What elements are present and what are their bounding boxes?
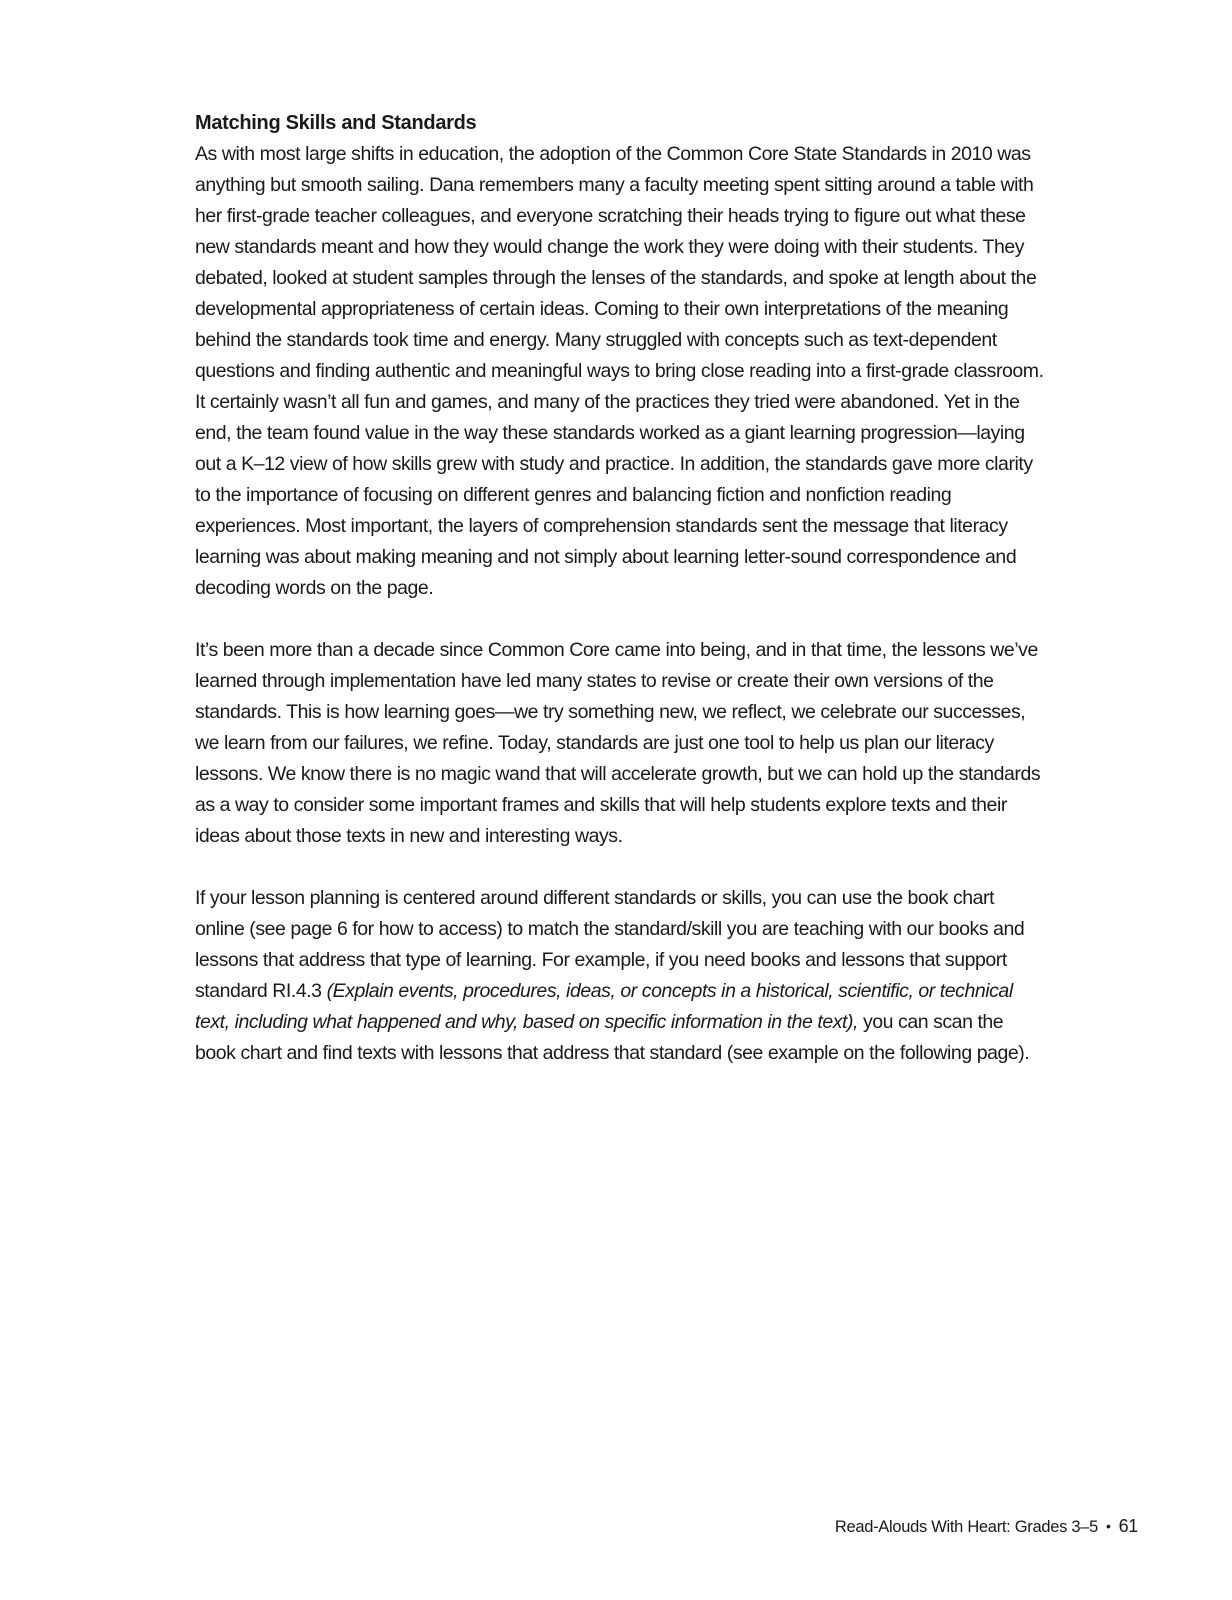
paragraph-lessons-learned: It’s been more than a decade since Common Core came into being, and in that time, the lessons we’ve learned through implementation have led many states to revise or create their own versions of the standards. This is how learning goes—we try something new, we reflect, we celebrate our successes, we learn from our failures, we refine. Today, standards are just one tool to help us plan our literacy lessons. We know there is no magic wand that will accelerate growth, but we can hold up the standards as a way to consider some important frames and skills that will help students explore texts and their ideas about those texts in new and interesting ways. [195, 639, 1041, 847]
main-content [195, 108, 1045, 1069]
standard-description-italic: (Explain events, procedures, ideas, or concepts in a historical, scientific, or technical text, including what happened and why, based on specific information in the text), [195, 980, 1013, 1033]
book-title: Read-Alouds With Heart: Grades 3–5 [834, 1518, 1098, 1536]
paragraph-book-chart-usage [195, 883, 1045, 1069]
page-footer [835, 1516, 1138, 1537]
page-number: 61 [1118, 1516, 1138, 1536]
paragraph-common-core-history: As with most large shifts in education, the adoption of the Common Core State Standards in 2010 was anything but smooth sailing. Dana remembers many a faculty meeting spent sitting around a table with her first-grade teacher colleagues, and everyone scratching their heads trying to figure out what these new standards meant and how they would change the work they were doing with their students. They debated, looked at student samples through the lenses of the standards, and spoke at length about the developmental appropriateness of certain ideas. Coming to their own interpretations of the meaning behind the standards took time and energy. Many struggled with concepts such as text-dependent questions and finding authentic and meaningful ways to bring close reading into a first-grade classroom. It certainly wasn’t all fun and games, and many of the practices they tried were abandoned. Yet in the end, the team found value in the way these standards worked as a giant learning progression—laying out a K–12 view of how skills grew with study and practice. In addition, the standards gave more clarity to the importance of focusing on different genres and balancing fiction and nonfiction reading experiences. Most important, the layers of comprehension standards sent the message that literacy learning was about making meaning and not simply about learning letter-sound correspondence and decoding words on the page. [195, 143, 1044, 599]
paragraph-text-before: If your lesson planning is centered around different standards or skills, you can use the book chart online (see page 6 for how to access) to match the standard/skill you are teaching with our books and lessons that address that type of learning. For example, if you need books and lessons that support standard RI.4.3 [195, 887, 1025, 1002]
footer-separator: • [1105, 1518, 1111, 1534]
section-heading: Matching Skills and Standards [195, 112, 477, 134]
paragraph-text-after: you can scan the book chart and find texts with lessons that address that standard (see example on the following page). [195, 1011, 1030, 1064]
